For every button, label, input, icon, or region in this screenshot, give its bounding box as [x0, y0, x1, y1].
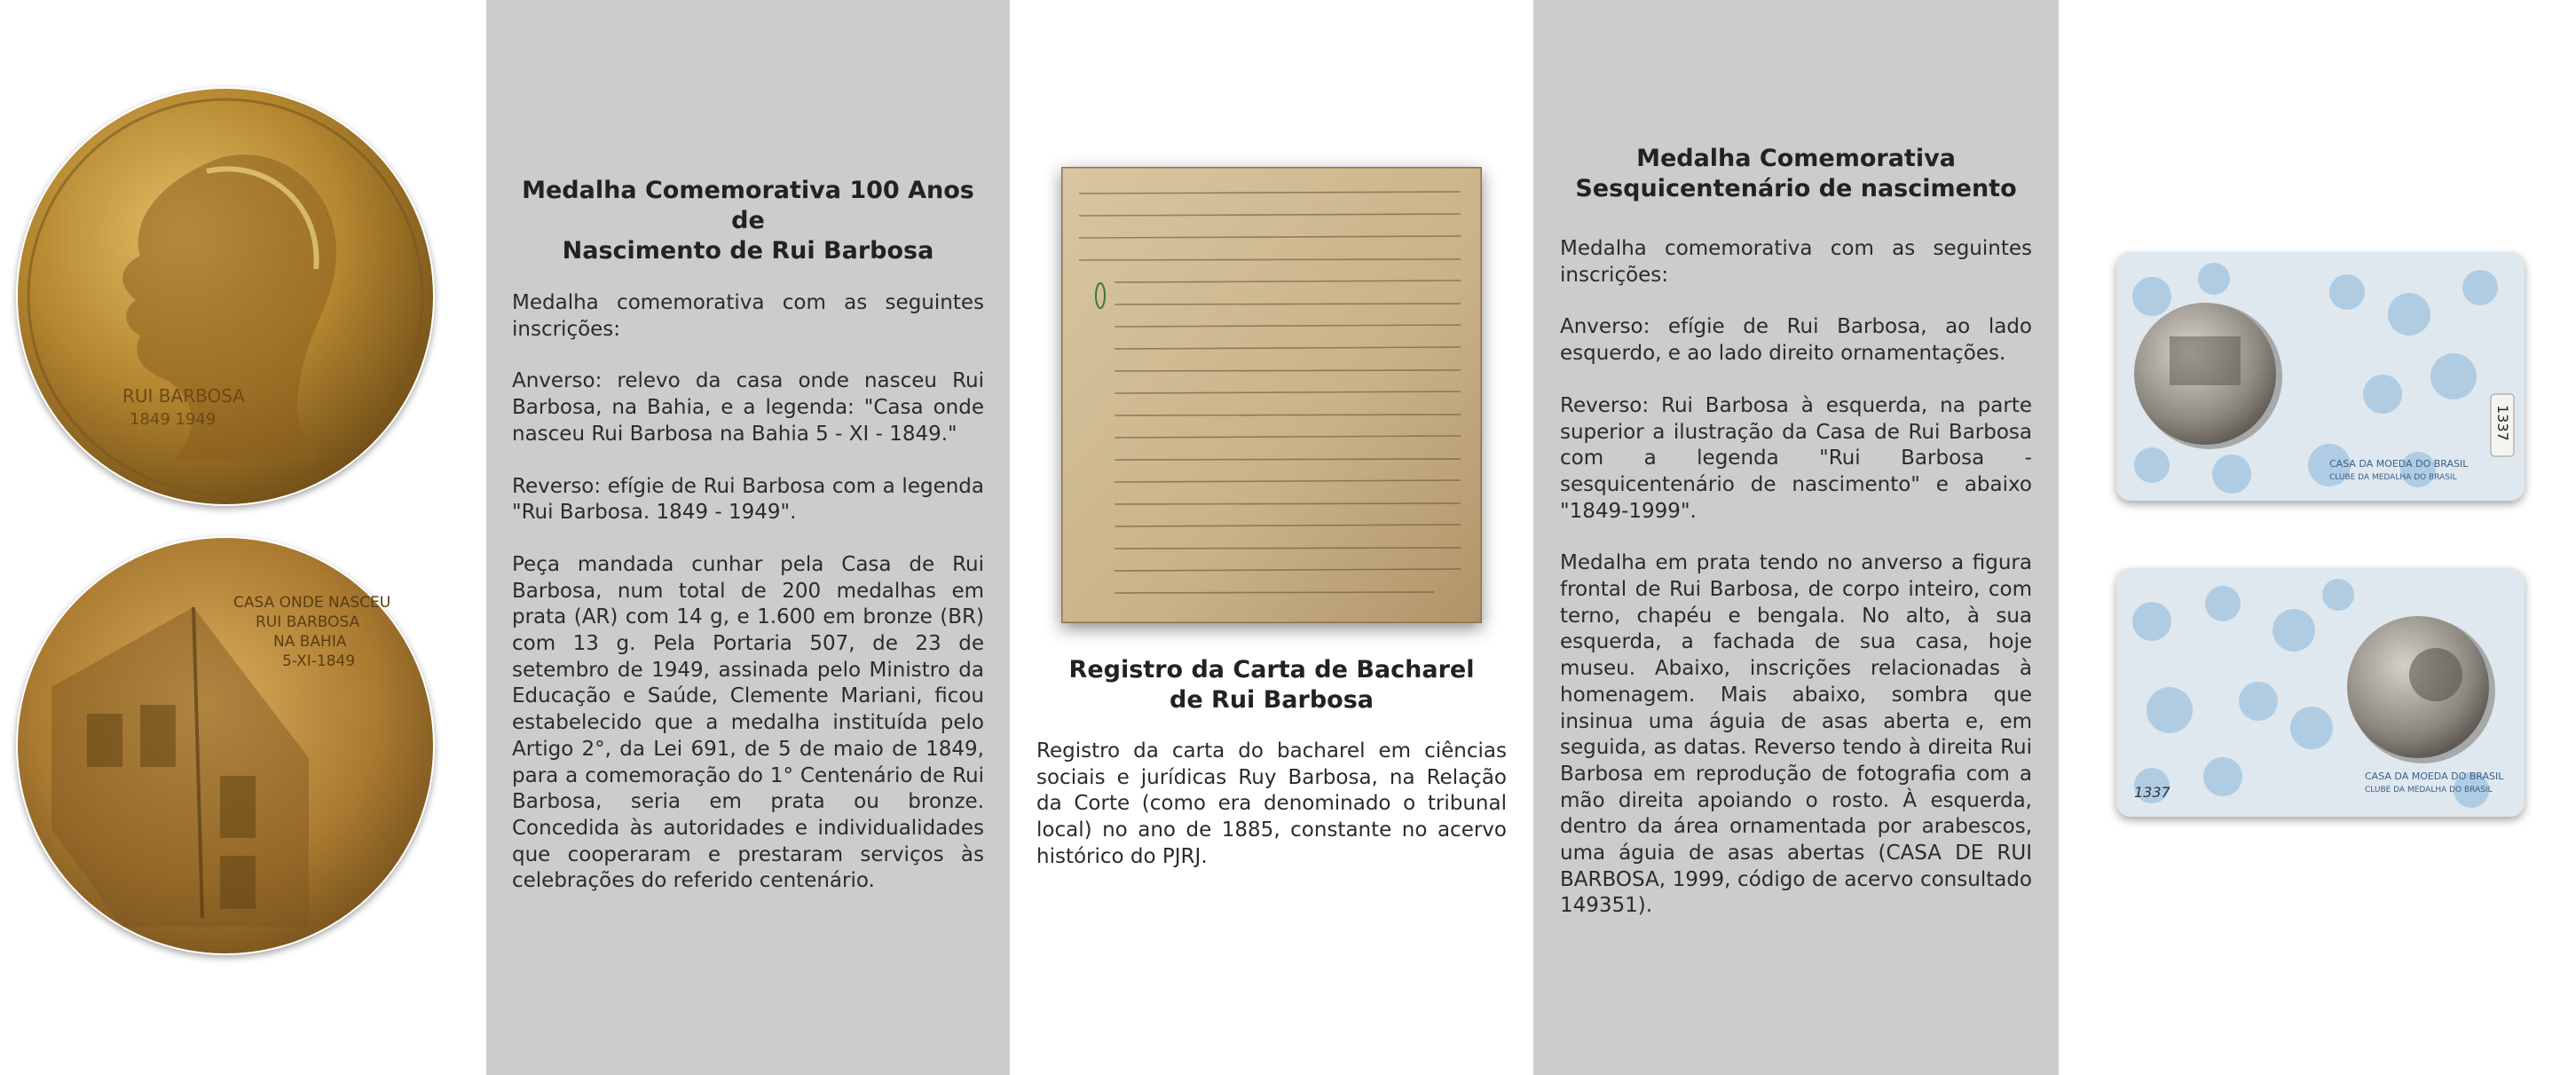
diploma-document-photo: [1061, 167, 1482, 623]
sesquicentennial-medal-title-line2: Sesquicentenário de nascimento: [1575, 175, 2017, 202]
medal-cards-column: [2059, 0, 2576, 1075]
medal-images-column: [0, 0, 486, 1075]
medal-house-image: [16, 536, 435, 955]
diploma-registry-title-line2: de Rui Barbosa: [1170, 686, 1374, 714]
diploma-registry-panel: [1010, 0, 1533, 1075]
sesquicentennial-medal-title: [1560, 144, 2032, 204]
centenary-medal-title-line2: Nascimento de Rui Barbosa: [562, 237, 934, 265]
sesquicentennial-medal-paragraph: Medalha comemorativa com as seguintes inscrições:: [1560, 237, 2032, 287]
centenary-medal-panel: [486, 0, 1010, 1075]
card-bottom-serial: 1337: [2134, 784, 2170, 801]
medal-card-reverse-image: [2116, 568, 2525, 817]
sesquicentennial-medal-paragraph: Reverso: Rui Barbosa à esquerda, na parte superior a ilustração da Casa de Rui Barbosa com a legenda "Rui Barbosa - sesquicentenário de nascimento" e abaixo "1849-1999".: [1560, 393, 2032, 523]
sesquicentennial-medal-paragraph: Medalha em prata tendo no anverso a figura frontal de Rui Barbosa, de corpo inteiro, com terno, chapéu e bengala. No alto, à sua esquerda, a fachada de sua casa, hoje museu. Abaixo, inscrições relacionadas à homenagem. Mais abaixo, sombra que insinua uma águia de asas aberta e, em seguida, as datas. Reverso tendo à direita Rui Barbosa em reprodução de fotografia com a mão direita apoiando o rosto. À esquerda, dentro da área ornamentada por arabescos, uma águia de asas abertas (CASA DE RUI BARBOSA, 1999, código de acervo consultado 149351).: [1560, 551, 2032, 918]
medal-profile-image: [16, 87, 435, 506]
medal-house-inscription-3: NA BAHIA: [273, 633, 347, 651]
sesquicentennial-medal-paragraph: Anverso: efígie de Rui Barbosa, ao lado esquerdo, e ao lado direito ornamentações.: [1560, 315, 2032, 366]
card-top-serial: 1337: [2494, 405, 2511, 441]
card-top-club-label: CLUBE DA MEDALHA DO BRASIL: [2329, 473, 2457, 482]
medal-profile-inscription-1: RUI BARBOSA: [122, 385, 245, 407]
centenary-medal-paragraph: Reverso: efígie de Rui Barbosa com a legenda "Rui Barbosa. 1849 - 1949".: [512, 474, 984, 525]
medal-house-inscription-4: 5-XI-1849: [282, 652, 356, 670]
card-bottom-mint-label: CASA DA MOEDA DO BRASIL: [2365, 771, 2504, 782]
sesquicentennial-medal-description: [1560, 236, 2032, 920]
diploma-registry-title-line1: Registro da Carta de Bacharel: [1068, 656, 1475, 684]
medal-profile-inscription-2: 1849 1949: [130, 410, 217, 429]
medal-house-inscription-1: CASA ONDE NASCEU: [233, 594, 391, 612]
centenary-medal-paragraph: Medalha comemorativa com as seguintes inscrições:: [512, 291, 984, 341]
medal-card-obverse-image: [2116, 252, 2525, 501]
diploma-registry-paragraph: Registro da carta do bacharel em ciências sociais e jurídicas Ruy Barbosa, na Relação da Corte (como era denominado o tribunal local) no ano de 1885, constante no acervo histórico do PJRJ.: [1036, 739, 1507, 868]
sesquicentennial-medal-panel: [1533, 0, 2059, 1075]
medal-house-inscription-2: RUI BARBOSA: [256, 613, 360, 631]
diploma-registry-description: [1036, 739, 1507, 871]
centenary-medal-paragraph: Peça mandada cunhar pela Casa de Rui Barbosa, num total de 200 medalhas em prata (AR) com 14 g, e 1.600 em bronze (BR) com 13 g. Pela Portaria 507, de 23 de setembro de 1949, assinada pelo Ministro da Educação e Saúde, Clemente Mariani, ficou estabelecido que a medalha instituída pelo Artigo 2°, da Lei 691, de 5 de maio de 1849, para a comemoração do 1° Centenário de Rui Barbosa, seria em prata ou bronze. Concedida às autoridades e individualidades que cooperaram e prestaram serviços às celebrações do referido centenário.: [512, 552, 984, 893]
sesquicentennial-medal-title-line1: Medalha Comemorativa: [1636, 145, 1956, 172]
card-top-mint-label: CASA DA MOEDA DO BRASIL: [2329, 458, 2469, 470]
centenary-medal-description: [512, 290, 984, 895]
card-bottom-club-label: CLUBE DA MEDALHA DO BRASIL: [2365, 786, 2493, 794]
centenary-medal-paragraph: Anverso: relevo da casa onde nasceu Rui Barbosa, na Bahia, e a legenda: "Casa onde nasceu Rui Barbosa na Bahia 5 - XI - 1849.": [512, 369, 984, 446]
centenary-medal-title-line1: Medalha Comemorativa 100 Anos de: [522, 177, 974, 234]
diploma-registry-title: [1036, 655, 1507, 715]
centenary-medal-title: [512, 176, 984, 266]
